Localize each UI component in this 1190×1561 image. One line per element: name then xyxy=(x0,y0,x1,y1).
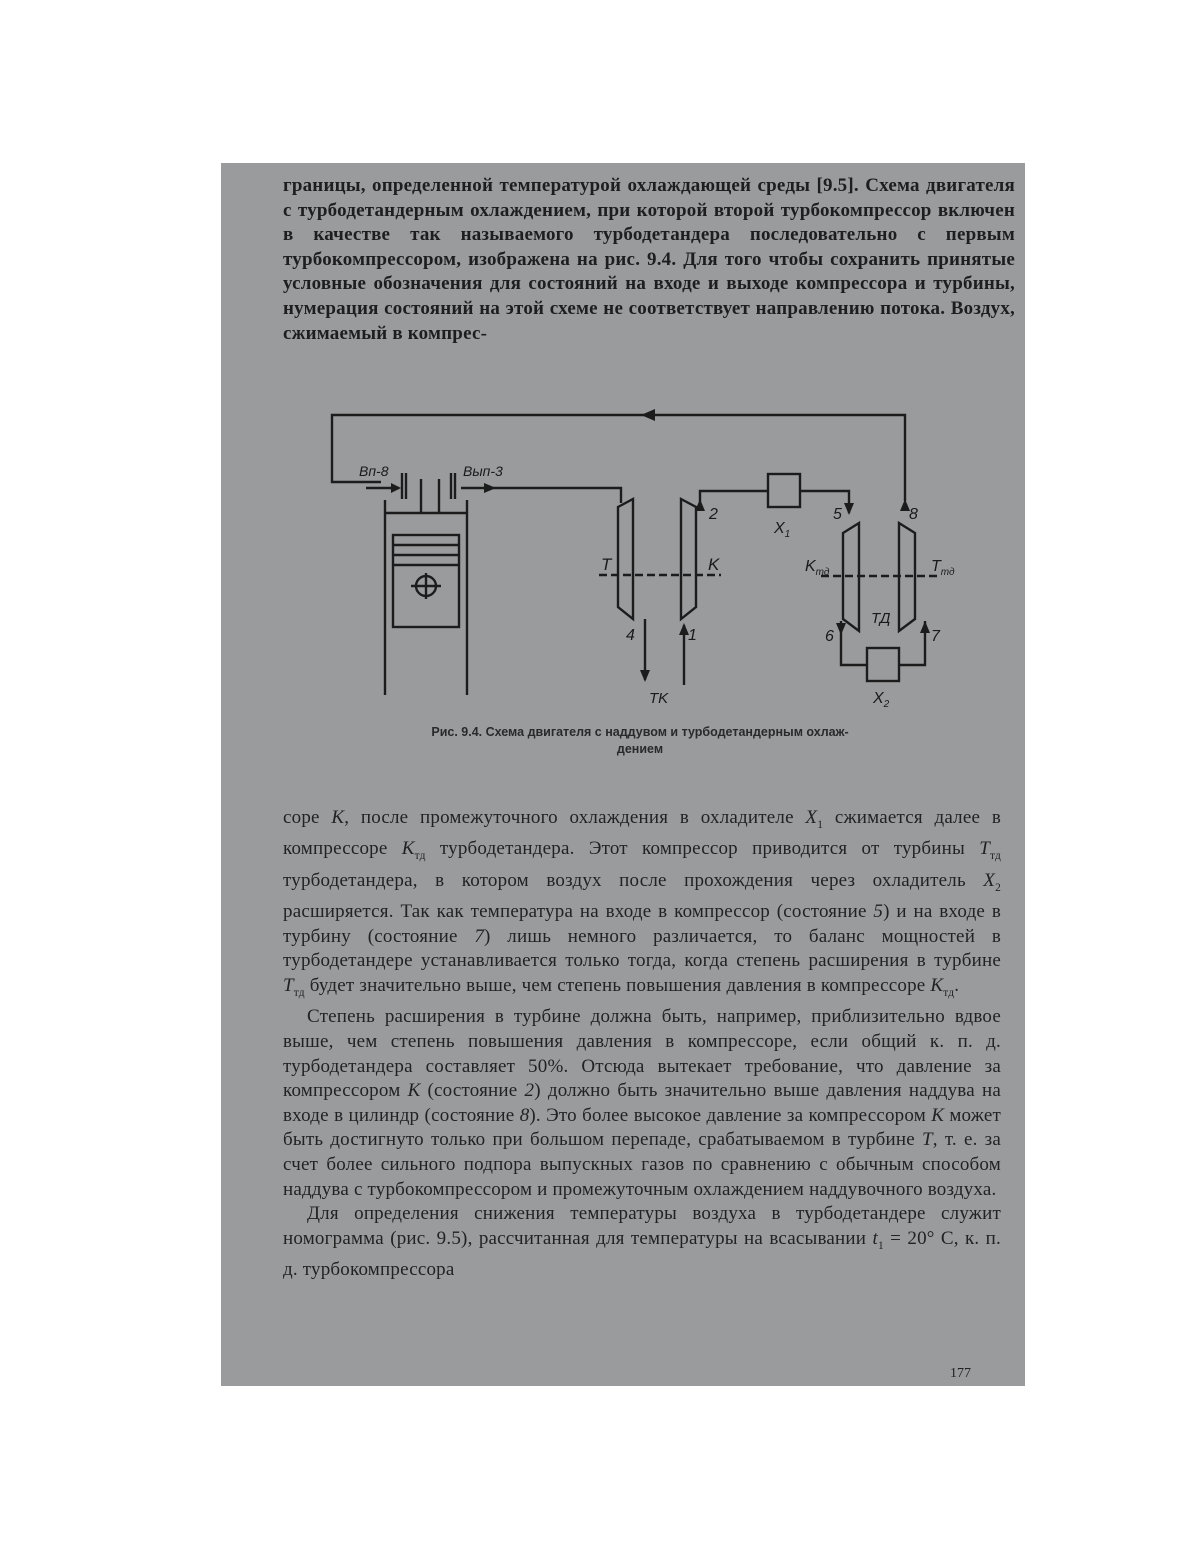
label-turbodetander: ТД xyxy=(871,610,891,627)
label-state8: 8 xyxy=(909,506,918,523)
label-inlet: Вп-8 xyxy=(359,463,389,479)
paragraph-body: соре К, после промежуточного охлаждения в охладителе $X_1$ сжимается далее в компрессоре $K_{тд}$ турбодетандера. Этот компрессор приводится от турбины $T_{тд}$ турбодетандера, в котором воздух после прохождения через охладитель $X_2$ расширяется. Так как температура на входе в компрессор (состояние 5) и на входе в турбину (состояние 7) лишь немного различается, то баланс мощностей в турбодетандере устанавливается только тогда, когда степень расширения в турбине $T_{тд}$ будет значительно выше, чем степень повышения давления в компрессоре $K_{тд}$. Степень расширения в турбине должна быть, например, приблизительно вдвое выше, чем степень повышения давления в компрессоре, если общий к. п. д. турбодетандера составляет 50%. Отсюда вытекает требование, что давление за компрессором К (состояние 2) должно быть значительно выше давления наддува на входе в цилиндр (состояние 8). Это более высокое давление за компрессором К может быть достигнуто только при большом перепаде, срабатываемом в турбине T, т. е. за счет более сильного подпора выпускных газов по сравнению с обычным способом наддува с турбокомпрессором и промежуточным охлаждением наддувочного воздуха. Для определения снижения температуры воздуха в турбодетандере служит номограмма (рис. 9.5), рассчитанная для температуры на всасывании $t_1 = 20^\circ$ С, к. п. д. турбокомпрессора xyxy=(283,807,1002,1281)
engine-schematic xyxy=(221,395,1025,715)
label-td-turbine: $T_{тд}$ xyxy=(931,558,955,578)
caption-line-2: дением xyxy=(616,742,664,756)
label-exhaust: Вып-3 xyxy=(463,463,503,479)
cooler-X1 xyxy=(768,474,800,507)
caption-line-1: Рис. 9.4. Схема двигателя с наддувом и турбодетандерным охлаж- xyxy=(431,725,849,739)
label-state1: 1 xyxy=(688,627,697,644)
compressor-K xyxy=(681,499,696,619)
figure-caption xyxy=(300,724,980,758)
cooler-X2 xyxy=(867,648,899,681)
label-tk: TK xyxy=(649,690,669,707)
label-state4: 4 xyxy=(626,627,635,644)
label-cooler2: $X_2$ xyxy=(873,690,890,710)
label-state7: 7 xyxy=(931,628,940,645)
label-td-compressor: $K_{тд}$ xyxy=(805,558,830,578)
label-compressor: K xyxy=(708,555,720,574)
paragraph-top: границы, определенной температурой охлаждающей среды [9.5]. Схема двигателя с турбодетандерным охлаждением, при которой второй турбокомпрессор включен в качестве так называемого турбодетандера последовательно с первым турбокомпрессором, изображена на рис. 9.4. Для того чтобы сохранить принятые условные обозначения для состояний на входе и выходе компрессора и турбины, нумерация состояний на этой схеме не соответствует направлению потока. Воздух, сжимаемый в компрес- xyxy=(283,175,1015,344)
label-state5: 5 xyxy=(833,506,842,523)
label-turbine: T xyxy=(601,555,612,574)
label-cooler1: $X_1$ xyxy=(774,520,791,540)
return-arrow xyxy=(641,409,655,421)
label-state6: 6 xyxy=(825,628,834,645)
label-state2: 2 xyxy=(709,506,718,523)
turbine-T xyxy=(618,499,633,619)
page-number: 177 xyxy=(950,1366,971,1381)
